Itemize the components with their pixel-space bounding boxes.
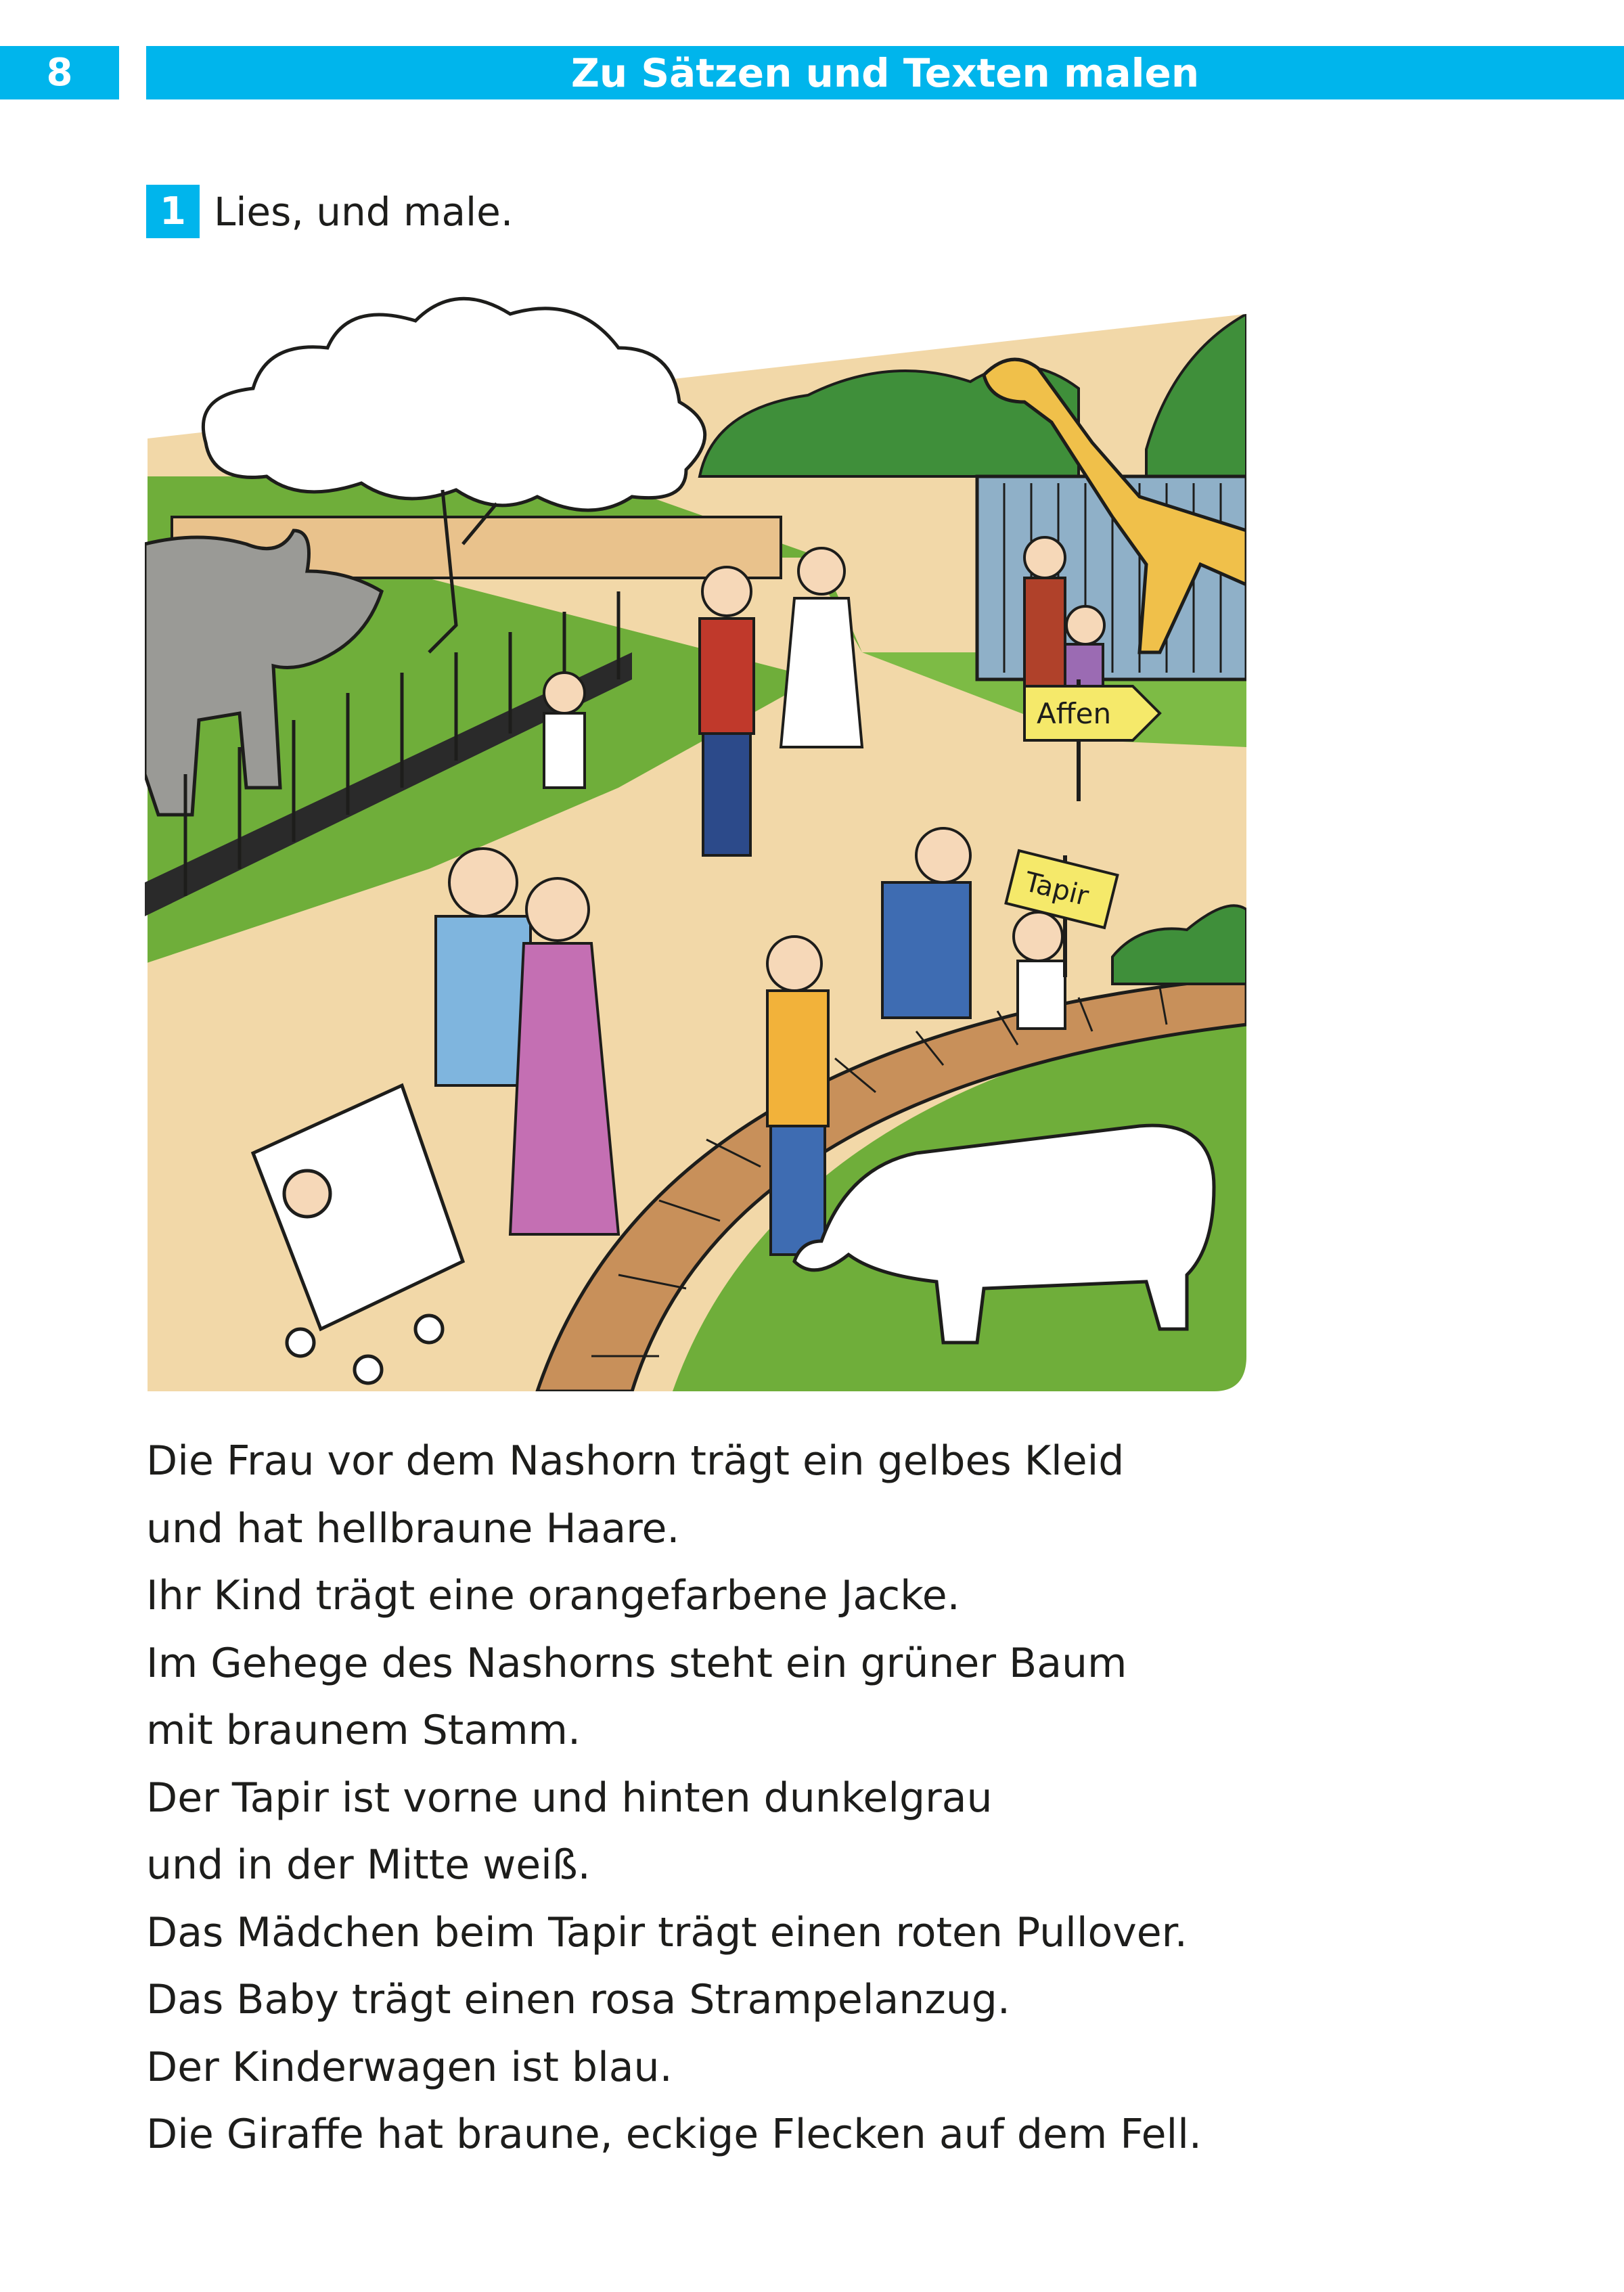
- text-line: und in der Mitte weiß.: [146, 1841, 591, 1889]
- tree-crown-outline: [203, 298, 704, 510]
- page-number: 8: [0, 46, 119, 99]
- text-line: Der Tapir ist vorne und hinten dunkelgrau: [146, 1774, 993, 1822]
- instruction-text-block: [146, 1428, 1432, 2169]
- page-title: Zu Sätzen und Texten malen: [146, 46, 1624, 99]
- text-line: Im Gehege des Nashorns steht ein grüner Baum: [146, 1639, 1127, 1687]
- text-line: Ihr Kind trägt eine orangefarbene Jacke.: [146, 1572, 960, 1619]
- text-line: Die Frau vor dem Nashorn trägt ein gelbes Kleid: [146, 1437, 1125, 1485]
- text-line: und hat hellbraune Haare.: [146, 1504, 680, 1552]
- zoo-illustration: [145, 273, 1246, 1391]
- text-line: Das Baby trägt einen rosa Strampelanzug.: [146, 1976, 1010, 2023]
- affen-sign-label: Affen: [1037, 697, 1112, 730]
- task-instruction: Lies, und male.: [214, 188, 514, 235]
- text-line: Das Mädchen beim Tapir trägt einen roten Pullover.: [146, 1908, 1188, 1956]
- tapir-sign-label: Tapir: [1021, 866, 1092, 913]
- task-number-badge: 1: [146, 185, 200, 238]
- text-line: Die Giraffe hat braune, eckige Flecken auf dem Fell.: [146, 2111, 1202, 2158]
- text-line: mit braunem Stamm.: [146, 1707, 581, 1754]
- text-line: Der Kinderwagen ist blau.: [146, 2043, 673, 2091]
